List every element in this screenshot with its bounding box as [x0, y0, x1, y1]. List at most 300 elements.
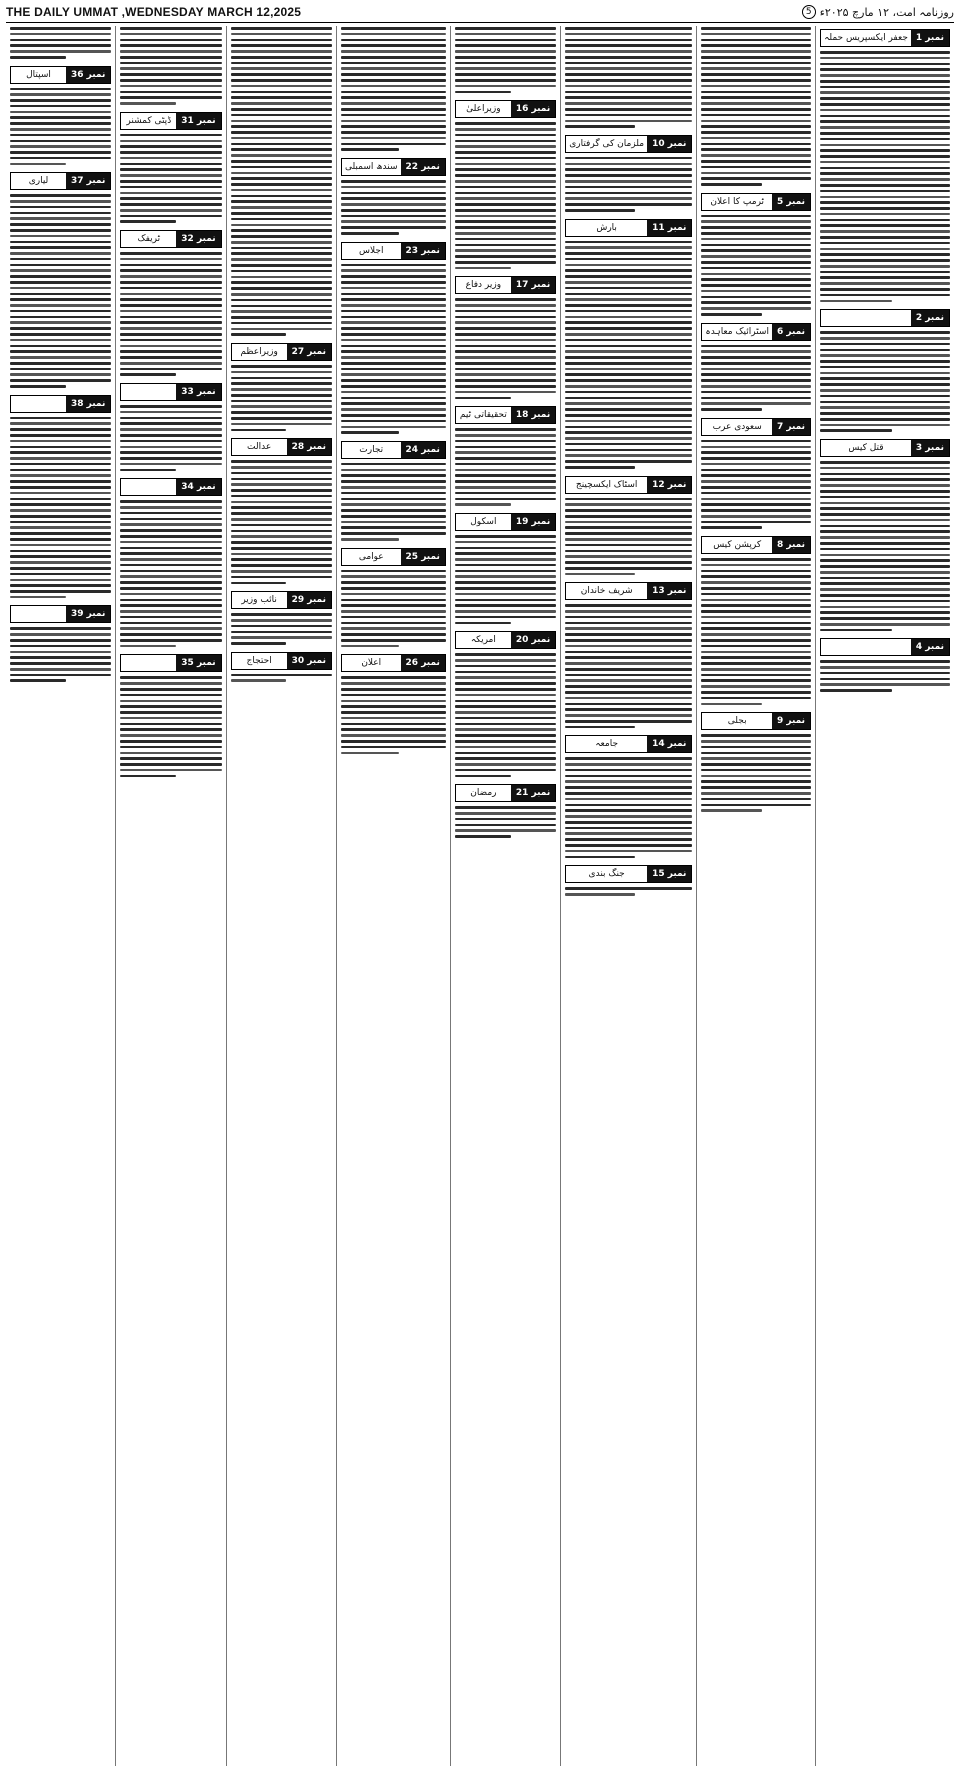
text-line [10, 451, 111, 454]
text-line [341, 44, 446, 47]
text-line [455, 267, 511, 270]
text-line [820, 530, 950, 533]
text-line [455, 665, 556, 668]
text-line [820, 282, 950, 285]
news-item-title: جعفر ایکسپریس حملہ [824, 33, 908, 43]
text-line [231, 120, 332, 123]
text-line [120, 717, 221, 720]
text-line [10, 544, 111, 547]
news-item-header [231, 343, 332, 361]
text-line [120, 711, 221, 714]
text-line [565, 633, 692, 636]
news-item-number: نمبر 9 [772, 713, 810, 729]
news-item-body [120, 251, 221, 377]
text-line [565, 804, 692, 807]
text-line [10, 345, 111, 348]
text-line [120, 203, 221, 206]
text-line [10, 269, 111, 272]
text-line [120, 547, 221, 550]
news-item-title [121, 655, 176, 671]
text-line [455, 829, 556, 832]
text-line [231, 564, 332, 567]
text-line [565, 691, 692, 694]
text-line [231, 172, 332, 175]
text-line [455, 134, 556, 137]
text-line [10, 639, 111, 642]
news-item-header [565, 735, 692, 753]
news-item [701, 323, 811, 412]
text-line [341, 143, 446, 146]
text-line [820, 349, 950, 352]
text-line [341, 498, 446, 501]
text-line [455, 575, 556, 578]
text-line [701, 238, 811, 241]
text-line [455, 451, 556, 454]
news-item-header [455, 100, 556, 118]
text-line [120, 512, 221, 515]
text-line [565, 163, 692, 166]
text-line [565, 408, 692, 411]
text-line [565, 567, 692, 570]
text-line [820, 389, 950, 392]
text-line [231, 50, 332, 53]
text-line [701, 581, 811, 584]
news-item-number: نمبر 38 [66, 396, 110, 412]
text-line [10, 310, 111, 313]
text-line [455, 535, 556, 538]
text-line [565, 616, 692, 619]
text-line [820, 331, 950, 334]
text-line [231, 619, 332, 622]
text-line [565, 708, 692, 711]
news-item-number: نمبر 16 [511, 101, 555, 117]
news-item-body [455, 534, 556, 625]
text-line [820, 80, 950, 83]
text-line [455, 255, 556, 258]
text-line [120, 145, 221, 148]
text-line [701, 50, 811, 53]
text-line [820, 109, 950, 112]
text-line [10, 385, 66, 388]
text-line [701, 373, 811, 376]
text-line [231, 478, 332, 481]
text-line [565, 264, 692, 267]
news-item-header [10, 172, 111, 190]
text-line [10, 316, 111, 319]
text-line [120, 151, 221, 154]
text-line [565, 102, 692, 105]
text-line [565, 304, 692, 307]
news-item-title [11, 396, 66, 412]
text-line [565, 838, 692, 841]
text-line [120, 688, 221, 691]
text-line [10, 44, 111, 47]
text-line [820, 678, 950, 681]
text-line [565, 437, 692, 440]
text-line [701, 391, 811, 394]
text-line [10, 422, 111, 425]
text-line [455, 740, 556, 743]
news-item-title: ڈپٹی کمشنر [126, 115, 172, 126]
text-line [120, 44, 221, 47]
text-line [120, 264, 221, 267]
news-item [565, 865, 692, 896]
text-line [10, 217, 111, 220]
news-item-number: نمبر 30 [287, 653, 331, 669]
text-line [455, 85, 556, 88]
text-line [455, 503, 511, 506]
news-item [341, 26, 446, 152]
news-item-body [565, 603, 692, 729]
text-line [10, 293, 111, 296]
text-line [341, 304, 446, 307]
text-line [820, 406, 950, 409]
text-line [120, 500, 221, 503]
text-line [455, 180, 556, 183]
text-line [341, 587, 446, 590]
news-item-header [341, 158, 446, 176]
news-item-number: نمبر 3 [911, 440, 949, 456]
text-line [120, 56, 221, 59]
news-item [231, 343, 332, 432]
text-line [565, 697, 692, 700]
news-item-title: بارش [596, 222, 617, 233]
text-line [820, 276, 950, 279]
text-line [565, 391, 692, 394]
text-line [701, 91, 811, 94]
text-line [10, 50, 111, 53]
text-line [120, 616, 221, 619]
text-line [455, 474, 556, 477]
news-item-body [120, 404, 221, 472]
text-line [455, 79, 556, 82]
text-line [701, 67, 811, 70]
text-line [455, 310, 556, 313]
text-line [455, 700, 556, 703]
text-line [565, 157, 692, 160]
text-line [341, 91, 446, 94]
text-line [820, 178, 950, 181]
text-line [565, 125, 635, 128]
text-line [565, 521, 692, 524]
text-line [820, 484, 950, 487]
text-line [565, 174, 692, 177]
column-3 [560, 26, 696, 1766]
text-line [231, 460, 332, 463]
text-line [701, 786, 811, 789]
text-line [341, 62, 446, 65]
text-line [231, 674, 332, 677]
news-item [565, 219, 692, 470]
text-line [231, 310, 332, 313]
text-line [341, 474, 446, 477]
text-line [341, 131, 446, 134]
text-line [231, 679, 287, 682]
text-line [10, 457, 111, 460]
text-line [820, 600, 950, 603]
text-line [341, 50, 446, 53]
text-line [565, 887, 692, 890]
text-line [455, 140, 556, 143]
text-line [455, 128, 556, 131]
text-line [701, 734, 811, 737]
text-line [455, 835, 511, 838]
text-line [231, 613, 332, 616]
text-line [701, 809, 761, 812]
text-line [701, 674, 811, 677]
text-line [341, 385, 446, 388]
text-line [231, 429, 287, 432]
text-line [231, 270, 332, 273]
text-line [820, 294, 950, 297]
text-line [565, 203, 692, 206]
news-item-header [565, 135, 692, 153]
text-line [231, 388, 332, 391]
text-line [231, 570, 332, 573]
text-line [341, 734, 446, 737]
text-line [455, 541, 556, 544]
news-item-body [341, 675, 446, 755]
news-item-header [231, 438, 332, 456]
text-line [820, 74, 950, 77]
text-line [820, 184, 950, 187]
text-line [455, 145, 556, 148]
news-item [455, 513, 556, 625]
news-item-header [10, 66, 111, 84]
text-line [10, 674, 111, 677]
text-line [701, 296, 811, 299]
text-line [10, 474, 111, 477]
text-line [565, 333, 692, 336]
news-item-header [120, 654, 221, 672]
text-line [10, 223, 111, 226]
text-line [820, 554, 950, 557]
text-line [820, 594, 950, 597]
text-line [820, 383, 950, 386]
text-line [120, 345, 221, 348]
text-line [820, 155, 950, 158]
text-line [820, 360, 950, 363]
text-line [120, 639, 221, 642]
text-line [10, 656, 111, 659]
news-item-number: نمبر 2 [911, 310, 949, 326]
text-line [701, 639, 811, 642]
text-line [455, 356, 556, 359]
news-item-title [821, 639, 911, 655]
column-8 [6, 26, 115, 1766]
text-line [455, 723, 556, 726]
text-line [820, 672, 950, 675]
text-line [455, 570, 556, 573]
text-line [455, 203, 556, 206]
text-line [455, 385, 556, 388]
text-line [565, 555, 692, 558]
news-item-body [820, 460, 950, 632]
text-line [565, 610, 692, 613]
text-line [455, 339, 556, 342]
text-line [120, 746, 221, 749]
text-line [565, 44, 692, 47]
text-line [565, 327, 692, 330]
text-line [455, 610, 556, 613]
text-line [341, 711, 446, 714]
text-line [120, 140, 221, 143]
text-line [120, 168, 221, 171]
text-line [341, 275, 446, 278]
text-line [10, 27, 111, 30]
text-line [120, 157, 221, 160]
text-line [701, 526, 761, 529]
text-line [10, 105, 111, 108]
text-line [565, 33, 692, 36]
text-line [565, 460, 692, 463]
text-line [10, 550, 111, 553]
news-item-title: اسٹرائیک معاہدہ [705, 326, 769, 337]
text-line [341, 287, 446, 290]
text-line [120, 192, 221, 195]
news-item-number: نمبر 24 [401, 442, 445, 458]
news-item-body [120, 675, 221, 778]
text-line [10, 503, 111, 506]
text-line [455, 197, 556, 200]
text-line [701, 440, 811, 443]
text-line [120, 27, 221, 30]
text-line [341, 700, 446, 703]
text-line [231, 200, 332, 203]
text-line [231, 371, 332, 374]
text-line [231, 148, 332, 151]
text-line [120, 368, 221, 371]
column-5 [336, 26, 450, 1766]
text-line [820, 144, 950, 147]
text-line [341, 345, 446, 348]
text-line [455, 552, 556, 555]
text-line [565, 685, 692, 688]
text-line [231, 293, 332, 296]
text-line [341, 538, 399, 541]
text-line [10, 333, 111, 336]
text-line [701, 662, 811, 665]
text-line [10, 298, 111, 301]
text-line [565, 532, 692, 535]
text-line [455, 220, 556, 223]
text-line [455, 593, 556, 596]
text-line [701, 273, 811, 276]
text-line [341, 333, 446, 336]
text-line [565, 241, 692, 244]
text-line [455, 316, 556, 319]
text-line [10, 39, 111, 42]
text-line [701, 587, 811, 590]
news-item [820, 439, 950, 632]
text-line [820, 611, 950, 614]
text-line [120, 440, 221, 443]
text-line [341, 740, 446, 743]
text-line [120, 700, 221, 703]
text-line [565, 186, 692, 189]
text-line [231, 506, 332, 509]
text-line [820, 559, 950, 562]
news-item-body [231, 26, 332, 337]
text-line [820, 571, 950, 574]
news-item-header [565, 582, 692, 600]
text-line [455, 682, 556, 685]
news-item [10, 66, 111, 167]
text-line [231, 287, 332, 290]
news-item-number: نمبر 21 [511, 785, 555, 801]
text-line [455, 157, 556, 160]
text-line [120, 734, 221, 737]
text-line [455, 209, 556, 212]
text-line [701, 278, 811, 281]
text-line [701, 73, 811, 76]
text-line [231, 316, 332, 319]
news-item-body [341, 263, 446, 435]
news-item [565, 582, 692, 729]
text-line [120, 552, 221, 555]
text-line [820, 660, 950, 663]
text-line [701, 622, 811, 625]
text-line [701, 575, 811, 578]
news-item-body [455, 297, 556, 400]
text-line [455, 622, 511, 625]
text-line [10, 486, 111, 489]
news-item [565, 135, 692, 213]
text-line [565, 651, 692, 654]
text-line [820, 337, 950, 340]
news-item-body [120, 26, 221, 106]
text-line [120, 446, 221, 449]
text-line [10, 122, 111, 125]
text-line [565, 27, 692, 30]
text-line [120, 62, 221, 65]
text-line [455, 163, 556, 166]
text-line [10, 212, 111, 215]
text-line [565, 515, 692, 518]
news-item [231, 652, 332, 683]
text-line [10, 275, 111, 278]
text-line [565, 321, 692, 324]
news-item-title [821, 310, 911, 326]
news-item-body [701, 214, 811, 317]
news-item-number: نمبر 17 [511, 277, 555, 293]
text-line [565, 246, 692, 249]
text-line [120, 258, 221, 261]
text-line [565, 544, 692, 547]
column-2 [696, 26, 815, 1766]
text-line [565, 674, 692, 677]
text-line [565, 720, 692, 723]
news-item-body [231, 612, 332, 646]
text-line [341, 73, 446, 76]
text-line [10, 321, 111, 324]
text-line [565, 209, 635, 212]
text-line [820, 103, 950, 106]
news-item [701, 26, 811, 187]
text-line [120, 310, 221, 313]
text-line [455, 321, 556, 324]
text-line [231, 114, 332, 117]
text-line [231, 27, 332, 30]
text-line [455, 379, 556, 382]
text-line [341, 723, 446, 726]
text-line [120, 518, 221, 521]
news-item-body [231, 459, 332, 585]
text-line [341, 281, 446, 284]
text-line [10, 498, 111, 501]
news-item-title: قتل کیس [848, 443, 884, 454]
text-line [341, 264, 446, 267]
